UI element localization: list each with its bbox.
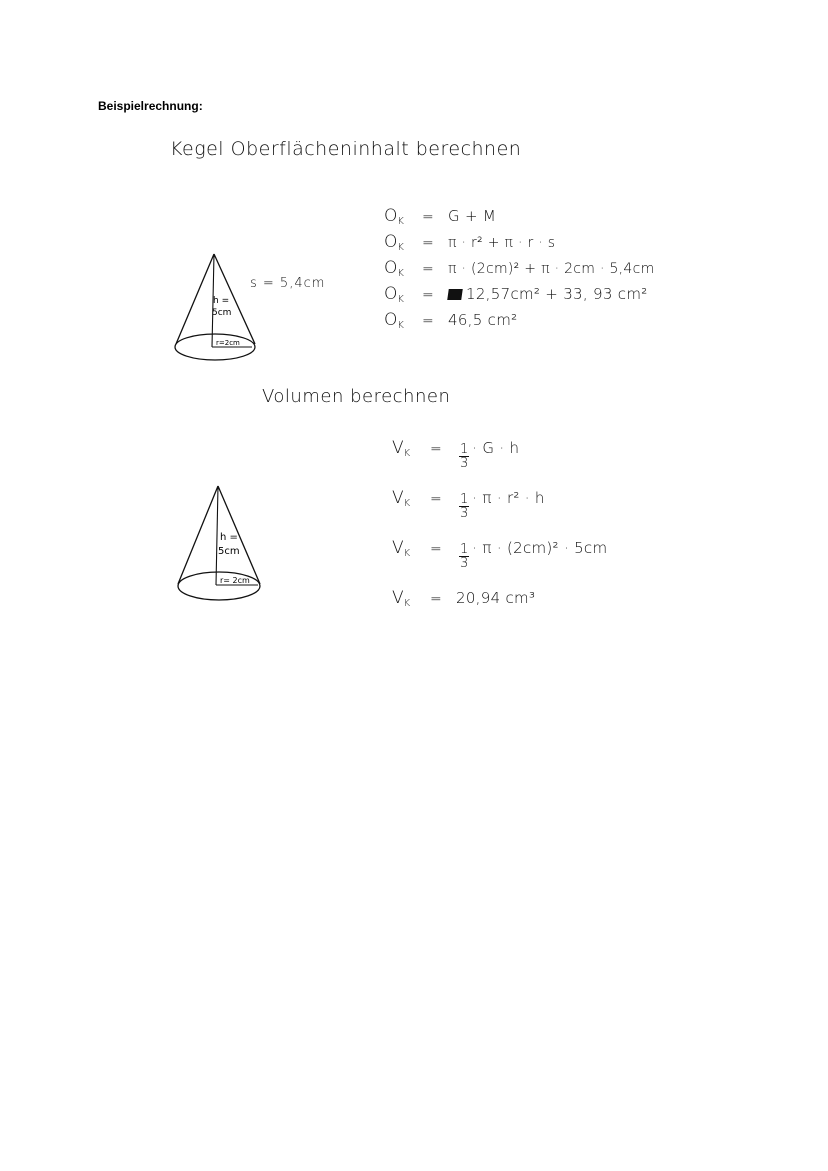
volume-equations [392,438,607,628]
cone-height-label-top: h = [213,296,230,306]
fraction-one-third: $\frac{1}{3}$ [460,492,469,521]
surface-title: Kegel Oberflächeninhalt berechnen [170,138,522,160]
cone-diagram-volume [170,482,270,612]
equation-row: $O_K$ = 46,5 cm² [384,310,518,331]
cone-diagram-surface [168,250,268,370]
equation-row: $O_K$ = π · (2cm)² + π · 2cm · 5,4cm [384,258,655,279]
page-label: Beispielrechnung: [98,99,203,113]
fraction-one-third: $\frac{1}{3}$ [460,442,469,471]
equation-row: $V_K$ = $\frac{1}{3}$ · π · r² · h [392,488,545,521]
surface-equations [384,206,655,336]
equation-row: $O_K$ = π · r² + π · r · s [384,232,556,253]
cone-height-label-top: h = [220,532,238,543]
cone-height-label-bottom: 5cm [212,308,232,318]
cone-radius-label: r= 2cm [220,576,250,585]
ink-blot [447,289,463,300]
cone-radius-label: r=2cm [216,339,240,347]
equation-row: $V_K$ = $\frac{1}{3}$ · G · h [392,438,520,471]
equation-row: $O_K$ = G + M [384,206,497,227]
slant-height-label: s = 5,4cm [250,276,326,291]
equation-row: $V_K$ = 20,94 cm³ [392,588,536,609]
equation-row: $O_K$ = 12,57cm² + 33, 93 cm² [384,284,648,305]
cone-height-label-bottom: 5cm [218,546,240,557]
equation-row: $V_K$ = $\frac{1}{3}$ · π · (2cm)² · 5cm [392,538,608,571]
fraction-one-third: $\frac{1}{3}$ [460,542,469,571]
volume-title: Volumen berechnen [262,386,451,407]
